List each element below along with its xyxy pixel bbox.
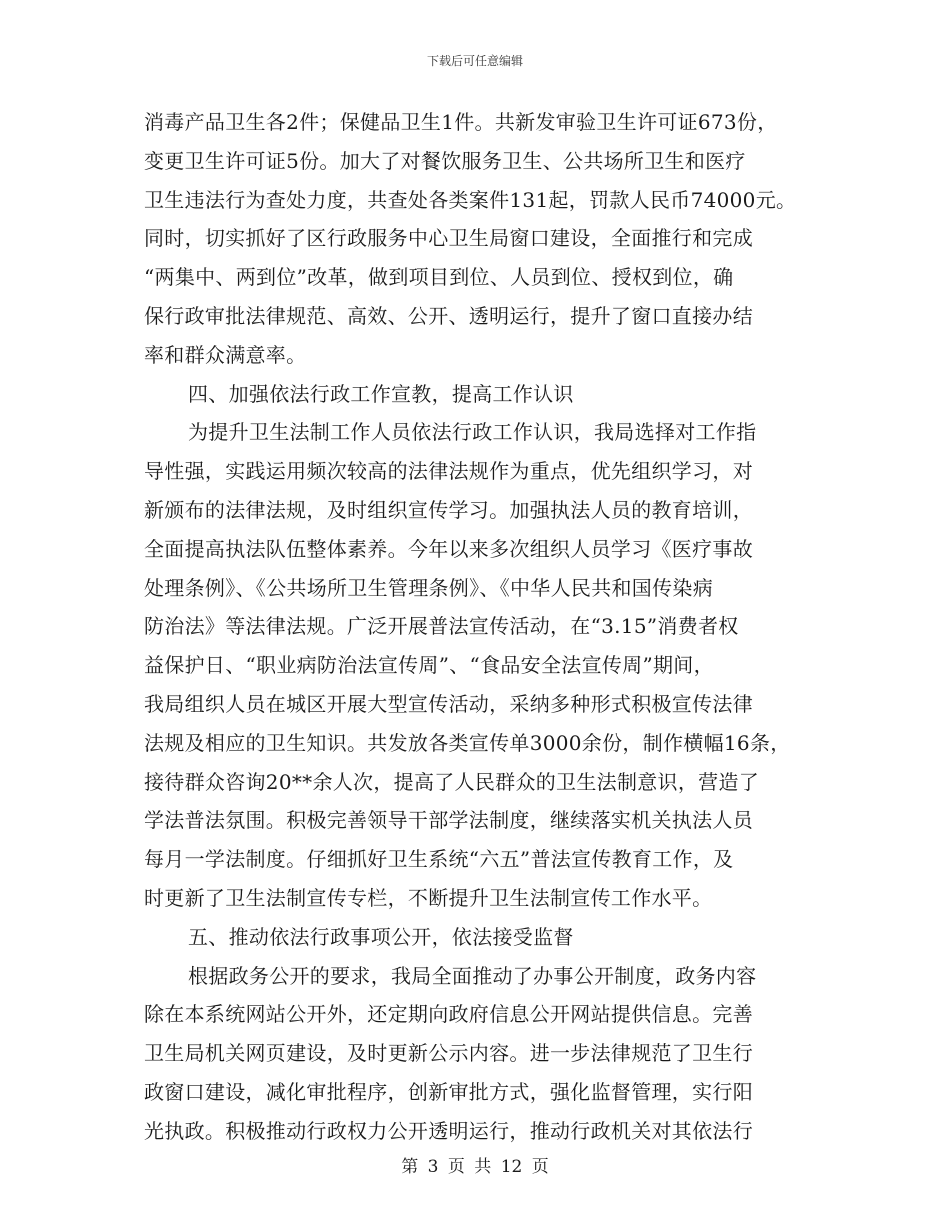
body-line: 同时，切实抓好了区行政服务中心卫生局窗口建设，全面推行和完成 [144,226,753,251]
section-heading: 五、推动依法行政事项公开，依法接受监督 [188,924,574,949]
body-line: 防治法》等法律法规。广泛开展普法宣传活动，在“3.15”消费者权 [144,614,739,639]
page-header: 下载后可任意编辑 [426,54,523,68]
body-line: “两集中、两到位”改革，做到项目到位、人员到位、授权到位，确 [144,265,734,290]
body-line: 我局组织人员在城区开展大型宣传活动，采纳多种形式积极宣传法律 [144,691,753,716]
body-line: 导性强，实践运用频次较高的法律法规作为重点，优先组织学习，对 [144,459,753,484]
body-line: 光执政。积极推动行政权力公开透明运行，推动行政机关对其依法行 [144,1118,753,1143]
body-line: 消毒产品卫生各2件；保健品卫生1件。共新发审验卫生许可证673份， [144,110,778,134]
body-line: 学法普法氛围。积极完善领导干部学法制度，继续落实机关执法人员 [144,808,753,833]
body-line: 保行政审批法律规范、高效、公开、透明运行，提升了窗口直接办结 [144,303,753,328]
body-line: 率和群众满意率。 [144,342,307,367]
body-line: 接待群众咨询20**余人次，提高了人民群众的卫生法制意识，营造了 [144,769,760,794]
body-line: 根据政务公开的要求，我局全面推动了办事公开制度，政务内容 [188,963,757,988]
body-line: 卫生局机关网页建设，及时更新公示内容。进一步法律规范了卫生行 [144,1041,753,1066]
body-line: 变更卫生许可证5份。加大了对餐饮服务卫生、公共场所卫生和医疗 [144,148,746,173]
document-body [144,103,824,1151]
body-line: 法规及相应的卫生知识。共发放各类宣传单3000余份，制作横幅16条， [144,730,791,755]
body-line: 为提升卫生法制工作人员依法行政工作认识，我局选择对工作指 [188,420,757,445]
body-line: 政窗口建设，减化审批程序，创新审批方式，强化监督管理，实行阳 [144,1079,753,1104]
body-line: 益保护日、“职业病防治法宣传周”、“食品安全法宣传周”期间， [144,653,714,678]
body-line: 新颁布的法律法规，及时组织宣传学习。加强执法人员的教育培训， [144,497,753,522]
body-line: 处理条例》、《公共场所卫生管理条例》、《中华人民共和国传染病 [144,575,713,600]
section-heading: 四、加强依法行政工作宣教，提高工作认识 [188,381,574,406]
body-line: 全面提高执法队伍整体素养。今年以来多次组织人员学习《医疗事故 [144,536,753,561]
page-number: 第 3 页 共 12 页 [401,1157,549,1177]
body-line: 卫生违法行为查处力度，共查处各类案件131起，罚款人民币74000元。 [144,187,797,212]
body-line: 时更新了卫生法制宣传专栏，不断提升卫生法制宣传工作水平。 [144,885,713,910]
body-line: 除在本系统网站公开外，还定期向政府信息公开网站提供信息。完善 [144,1002,753,1027]
body-line: 每月一学法制度。仔细抓好卫生系统“六五”普法宣传教育工作，及 [144,847,734,872]
